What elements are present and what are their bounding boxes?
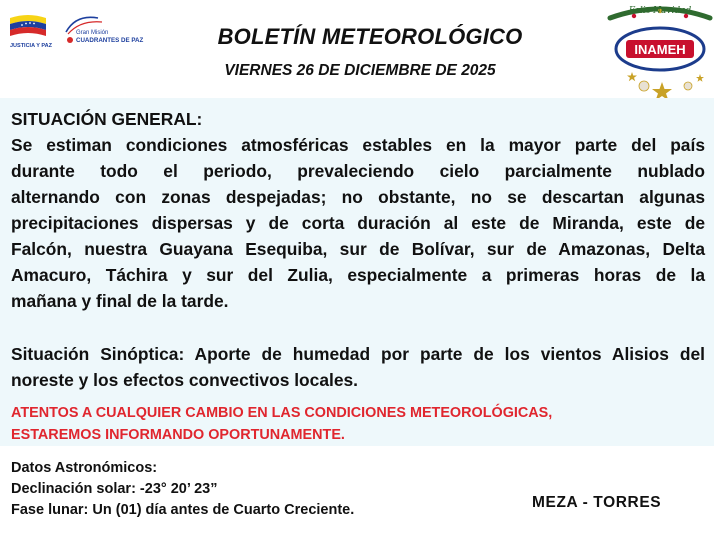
alert-line: ESTAREMOS INFORMANDO OPORTUNAMENTE. bbox=[11, 427, 345, 443]
synoptic-line: noreste y los efectos convectivos locales. bbox=[11, 370, 358, 390]
bulletin-title: BOLETÍN METEOROLÓGICO bbox=[217, 24, 523, 49]
greeting-label: Feliz Navidad bbox=[628, 6, 692, 16]
general-heading: SITUACIÓN GENERAL: bbox=[11, 109, 203, 129]
general-line: Amacuro, Táchira y sur del Zulia, especialmente a primeras horas de la bbox=[11, 265, 705, 285]
christmas-ornaments-icon bbox=[627, 72, 704, 101]
astronomical-data bbox=[11, 458, 431, 521]
solar-declination: Declinación solar: -23° 20’ 23” bbox=[11, 481, 218, 497]
venezuela-flag-icon bbox=[10, 15, 46, 36]
bulletin-date: VIERNES 26 DE DICIEMBRE DE 2025 bbox=[224, 62, 496, 79]
general-line: durante todo el periodo, prevaleciendo cielo parcialmente nublado bbox=[11, 161, 705, 181]
moon-phase: Fase lunar: Un (01) día antes de Cuarto Creciente. bbox=[11, 502, 355, 518]
synoptic-line: Situación Sinóptica: Aporte de humedad por parte de los vientos Alisios del bbox=[11, 344, 705, 364]
alert-line: ATENTOS A CUALQUIER CAMBIO EN LAS CONDICIONES METEOROLÓGICAS, bbox=[11, 405, 553, 421]
ministry-logo bbox=[6, 10, 146, 54]
general-line: Falcón, nuestra Guayana Esequiba, sur de Bolívar, sur de Amazonas, Delta bbox=[11, 239, 705, 259]
general-line: alternando con zonas despejadas; no obstante, no se descartan algunas bbox=[11, 187, 705, 207]
justice-caption: JUSTICIA Y PAZ bbox=[10, 43, 52, 49]
header bbox=[0, 0, 722, 95]
astronomical-title: Datos Astronómicos: bbox=[11, 460, 158, 476]
general-line: mañana y final de la tarde. bbox=[11, 291, 229, 311]
general-situation bbox=[11, 106, 705, 314]
inameh-logo bbox=[604, 2, 716, 105]
mission-small-label: Gran Misión bbox=[76, 30, 109, 36]
mission-name-label: CUADRANTES DE PAZ bbox=[76, 37, 144, 44]
alert-notice bbox=[11, 402, 701, 446]
brand-label: INAMEH bbox=[634, 42, 686, 57]
general-line: Se estiman condiciones atmosféricas estables en la mayor parte del país bbox=[11, 135, 705, 155]
general-line: precipitaciones dispersas y de corta duración al este de Miranda, este de bbox=[11, 213, 705, 233]
synoptic-situation bbox=[11, 341, 705, 393]
authors-signature: MEZA - TORRES bbox=[532, 494, 662, 511]
